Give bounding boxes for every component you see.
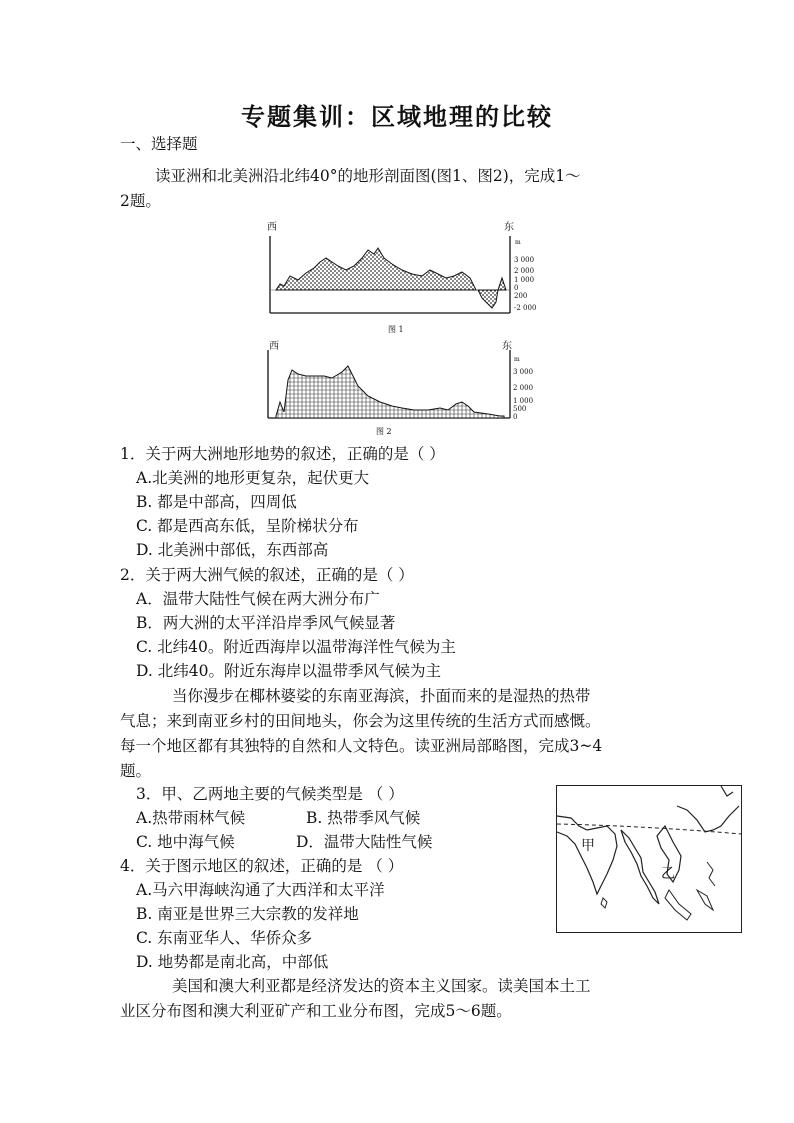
- section-heading: 一、选择题: [120, 135, 198, 153]
- question-2-option-a: A．温带大陆性气候在两大洲分布广: [136, 590, 380, 608]
- fig2-caption: 图 2: [376, 427, 392, 436]
- page-title: 专题集训：区域地理的比较: [241, 102, 553, 131]
- question-2-option-d: D. 北纬40。附近东海岸以温带季风气候为主: [136, 662, 441, 680]
- question-3-option-b: B. 热带季风气候: [306, 809, 421, 827]
- intro-paragraph-3-line-1: 美国和澳大利亚都是经济发达的资本主义国家。读美国本土工: [172, 977, 591, 995]
- fig2-tick: 3 000: [513, 368, 534, 376]
- question-2-option-b: B．两大洲的太平洋沿岸季风气候显著: [136, 614, 396, 632]
- question-4-option-b: B. 南亚是世界三大宗教的发祥地: [136, 905, 359, 923]
- fig1-tick: 2 000: [514, 267, 535, 275]
- fig1-tick: 1 000: [514, 276, 535, 284]
- question-1-option-b: B. 都是中部高，四周低: [136, 493, 297, 511]
- map-label-jia: 甲: [581, 838, 595, 854]
- question-4-option-a: A.马六甲海峡沟通了大西洋和太平洋: [136, 881, 385, 899]
- intro-paragraph-3-line-2: 业区分布图和澳大利亚矿产和工业分布图，完成5～6题。: [120, 1002, 512, 1020]
- fig1-caption: 图 1: [388, 325, 404, 334]
- question-4-option-d: D. 地势都是南北高，中部低: [136, 953, 329, 971]
- figure-2-profile: [252, 340, 532, 440]
- question-1-option-c: C. 都是西高东低，呈阶梯状分布: [136, 517, 359, 535]
- fig2-west-label: 西: [269, 341, 279, 352]
- asia-partial-map: [556, 785, 742, 933]
- map-label-yi: 乙: [661, 866, 675, 882]
- intro-paragraph-2-line-2: 气息；来到南亚乡村的田间地头，你会为这里传统的生活方式而感慨。: [120, 712, 601, 730]
- intro-paragraph-1-line-1: 读亚洲和北美洲沿北纬40°的地形剖面图(图1、图2)，完成1～: [155, 167, 581, 185]
- question-4-option-c: C. 东南亚华人、华侨众多: [136, 929, 313, 947]
- question-1-stem: 1．关于两大洲地形地势的叙述，正确的是（ ）: [120, 445, 445, 463]
- fig2-east-label: 东: [502, 341, 512, 352]
- fig1-unit: m: [515, 239, 521, 246]
- intro-paragraph-1-line-2: 2题。: [120, 192, 161, 210]
- fig2-tick: 0: [513, 413, 518, 421]
- question-3-option-a: A.热带雨林气候: [136, 809, 246, 827]
- fig2-tick: 2 000: [513, 384, 534, 392]
- fig1-east-label: 东: [504, 222, 514, 233]
- question-4-stem: 4．关于图示地区的叙述，正确的是 （ ）: [120, 857, 404, 875]
- fig2-tick: 1 000: [513, 397, 534, 405]
- intro-paragraph-2-line-3: 每一个地区都有其独特的自然和人文特色。读亚洲局部略图，完成3~4: [120, 737, 603, 755]
- fig1-tick: 0: [514, 284, 519, 292]
- question-2-stem: 2．关于两大洲气候的叙述，正确的是（ ）: [120, 566, 414, 584]
- fig2-tick: 500: [513, 405, 527, 413]
- fig1-tick: 200: [514, 292, 528, 300]
- fig1-tick: 3 000: [514, 256, 535, 264]
- question-1-option-a: A.北美洲的地形更复杂，起伏更大: [136, 469, 370, 487]
- question-3-option-d: D．温带大陆性气候: [296, 833, 433, 851]
- question-1-option-d: D. 北美洲中部低，东西部高: [136, 541, 329, 559]
- fig1-tick: -2 000: [514, 304, 537, 312]
- fig1-west-label: 西: [267, 222, 277, 233]
- fig2-unit: m: [514, 356, 520, 363]
- intro-paragraph-2-line-4: 题。: [120, 762, 152, 780]
- figure-1-profile: [262, 218, 537, 338]
- intro-paragraph-2-line-1: 当你漫步在椰林婆娑的东南亚海滨，扑面而来的是湿热的热带: [172, 687, 591, 705]
- question-3-option-c: C. 地中海气候: [136, 833, 235, 851]
- question-3-stem: 3．甲、乙两地主要的气候类型是 （ ）: [136, 785, 404, 803]
- question-2-option-c: C. 北纬40。附近西海岸以温带海洋性气候为主: [136, 638, 456, 656]
